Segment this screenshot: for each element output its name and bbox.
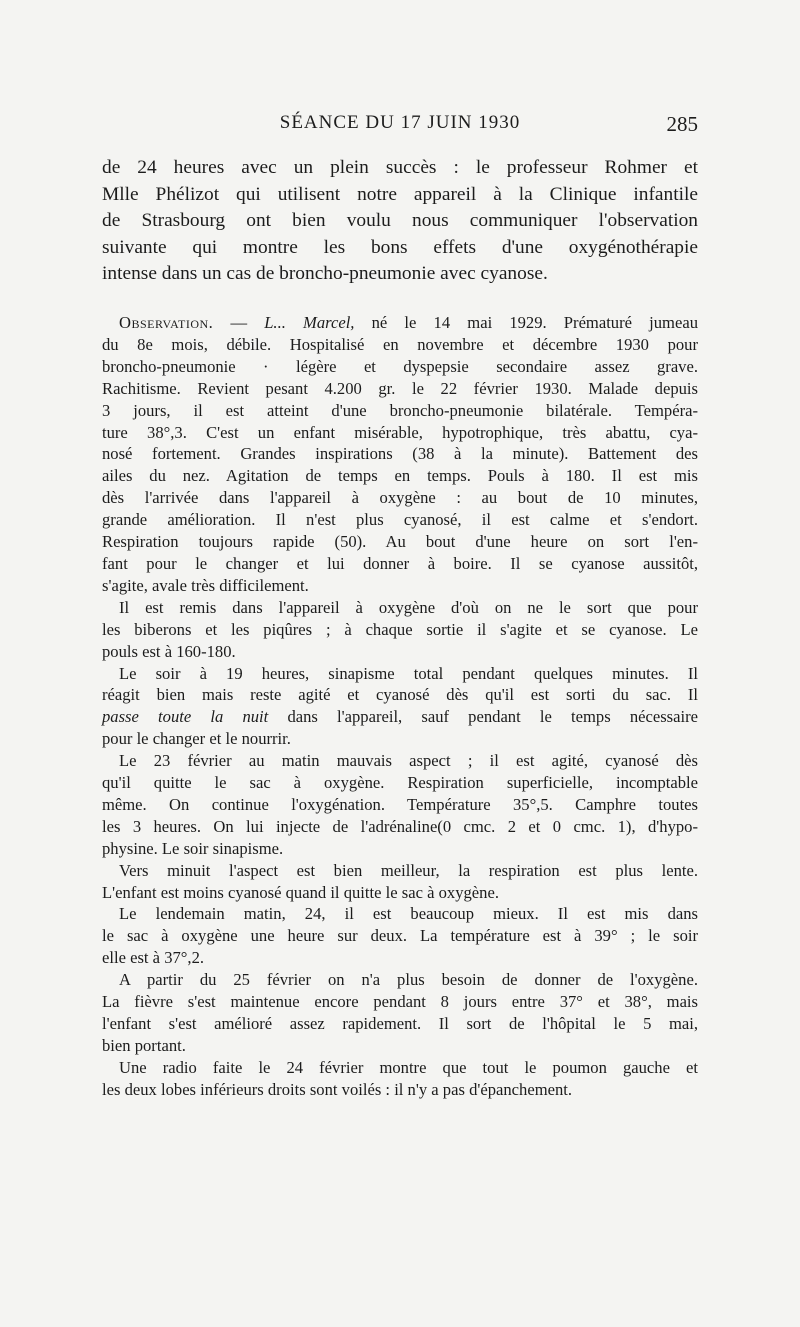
text-line: du 8e mois, débile. Hospitalisé en novembre et décembre 1930 pour	[102, 334, 698, 354]
paragraph-soir	[102, 663, 698, 751]
text-line: bien portant.	[102, 1035, 186, 1055]
text-line	[102, 706, 698, 728]
text-line: le sac à oxygène une heure sur deux. La température est à 39° ; le soir	[102, 926, 698, 946]
text-line: suivante qui montre les bons effets d'une oxygénothérapie	[102, 236, 698, 258]
paragraph-23-fevrier	[102, 750, 698, 860]
text-line: de Strasbourg ont bien voulu nous communiquer l'observation	[102, 210, 698, 231]
text-line: L'enfant est moins cyanosé quand il quitte le sac à oxygène.	[102, 882, 499, 902]
observation-label: Observation.	[119, 313, 214, 332]
text-line: les 3 heures. On lui injecte de l'adrénaline(0 cmc. 2 et 0 cmc. 1), d'hypo-	[102, 816, 698, 836]
text-line: 3 jours, il est atteint d'une broncho-pneumonie bilatérale. Tempéra-	[102, 400, 698, 420]
text-line: intense dans un cas de broncho-pneumonie avec cyanose.	[102, 263, 548, 284]
text-line: ailes du nez. Agitation de temps en temps. Pouls à 180. Il est mis	[102, 466, 698, 486]
text-line: Mlle Phélizot qui utilisent notre appareil à la Clinique infantile	[102, 183, 698, 205]
text-line: Une radio faite le 24 février montre que tout le poumon gauche et	[119, 1057, 698, 1077]
text-line: La fièvre s'est maintenue encore pendant 8 jours entre 37° et 38°, mais	[102, 992, 698, 1012]
text-line: s'agite, avale très difficilement.	[102, 575, 309, 595]
paragraph-25-fevrier	[102, 969, 698, 1057]
text-line: fant pour le changer et lui donner à boire. Il se cyanose aussitôt,	[102, 553, 698, 573]
observation-lead-line	[102, 312, 698, 334]
text-line: les deux lobes inférieurs droits sont voilés : il n'y a pas d'épanchement.	[102, 1079, 573, 1099]
text-line: Le lendemain matin, 24, il est beaucoup mieux. Il est mis dans	[119, 904, 698, 924]
text-line: qu'il quitte le sac à oxygène. Respiration superficielle, incomptable	[102, 773, 698, 793]
text-line: réagit bien mais reste agité et cyanosé dès qu'il est sorti du sac. Il	[102, 685, 698, 705]
text-line: pouls est à 160-180.	[102, 641, 236, 661]
paragraph-radio	[102, 1057, 698, 1101]
paragraph-lendemain	[102, 903, 698, 969]
text-line: Le 23 février au matin mauvais aspect ; il est agité, cyanosé dès	[119, 751, 698, 771]
text-line: Vers minuit l'aspect est bien meilleur, la respiration est plus lente.	[119, 860, 698, 880]
text-fragment: dans l'appareil, sauf pendant le temps nécessaire	[268, 707, 698, 727]
text-line: Respiration toujours rapide (50). Au bout d'une heure on sort l'en-	[102, 532, 698, 552]
paragraph-remis	[102, 597, 698, 663]
running-title: SÉANCE DU 17 JUIN 1930	[279, 112, 521, 133]
intro-paragraph	[102, 155, 698, 288]
dash: —	[213, 313, 265, 332]
text-line: broncho-pneumonie · légère et dyspepsie secondaire assez grave.	[102, 356, 698, 376]
text-line: Rachitisme. Revient pesant 4.200 gr. le 22 février 1930. Malade depuis	[102, 378, 698, 398]
page-header	[102, 112, 698, 144]
patient-name: L... Marcel,	[264, 313, 355, 332]
text-line: Il est remis dans l'appareil à oxygène d'où on ne le sort que pour	[119, 597, 698, 617]
observation-block	[102, 312, 698, 1101]
text-line: pour le changer et le nourrir.	[102, 729, 291, 749]
observation-paragraph	[102, 312, 698, 597]
text-line: ture 38°,3. C'est un enfant misérable, hypotrophique, très abattu, cya-	[102, 422, 698, 442]
text-line: même. On continue l'oxygénation. Température 35°,5. Camphre toutes	[102, 794, 698, 814]
paragraph-minuit	[102, 860, 698, 904]
text-line: dès l'arrivée dans l'appareil à oxygène : au bout de 10 minutes,	[102, 488, 698, 508]
text-line: elle est à 37°,2.	[102, 948, 205, 968]
text-line: grande amélioration. Il n'est plus cyanosé, il est calme et s'endort.	[102, 510, 698, 530]
text-line: Le soir à 19 heures, sinapisme total pendant quelques minutes. Il	[119, 663, 698, 683]
text-line: de 24 heures avec un plein succès : le professeur Rohmer et	[102, 157, 698, 178]
italic-phrase: passe toute la nuit	[102, 707, 269, 727]
text-fragment: né le 14 mai 1929. Prématuré jumeau	[354, 313, 698, 332]
page-number: 285	[666, 112, 698, 136]
text-line: l'enfant s'est amélioré assez rapidement. Il sort de l'hôpital le 5 mai,	[102, 1014, 698, 1033]
text-line: les biberons et les piqûres ; à chaque sortie il s'agite et se cyanose. Le	[102, 619, 698, 639]
text-line: A partir du 25 février on n'a plus besoin de donner de l'oxygène.	[119, 970, 698, 990]
text-line: nosé fortement. Grandes inspirations (38 à la minute). Battement des	[102, 444, 698, 464]
text-line: physine. Le soir sinapisme.	[102, 838, 284, 858]
